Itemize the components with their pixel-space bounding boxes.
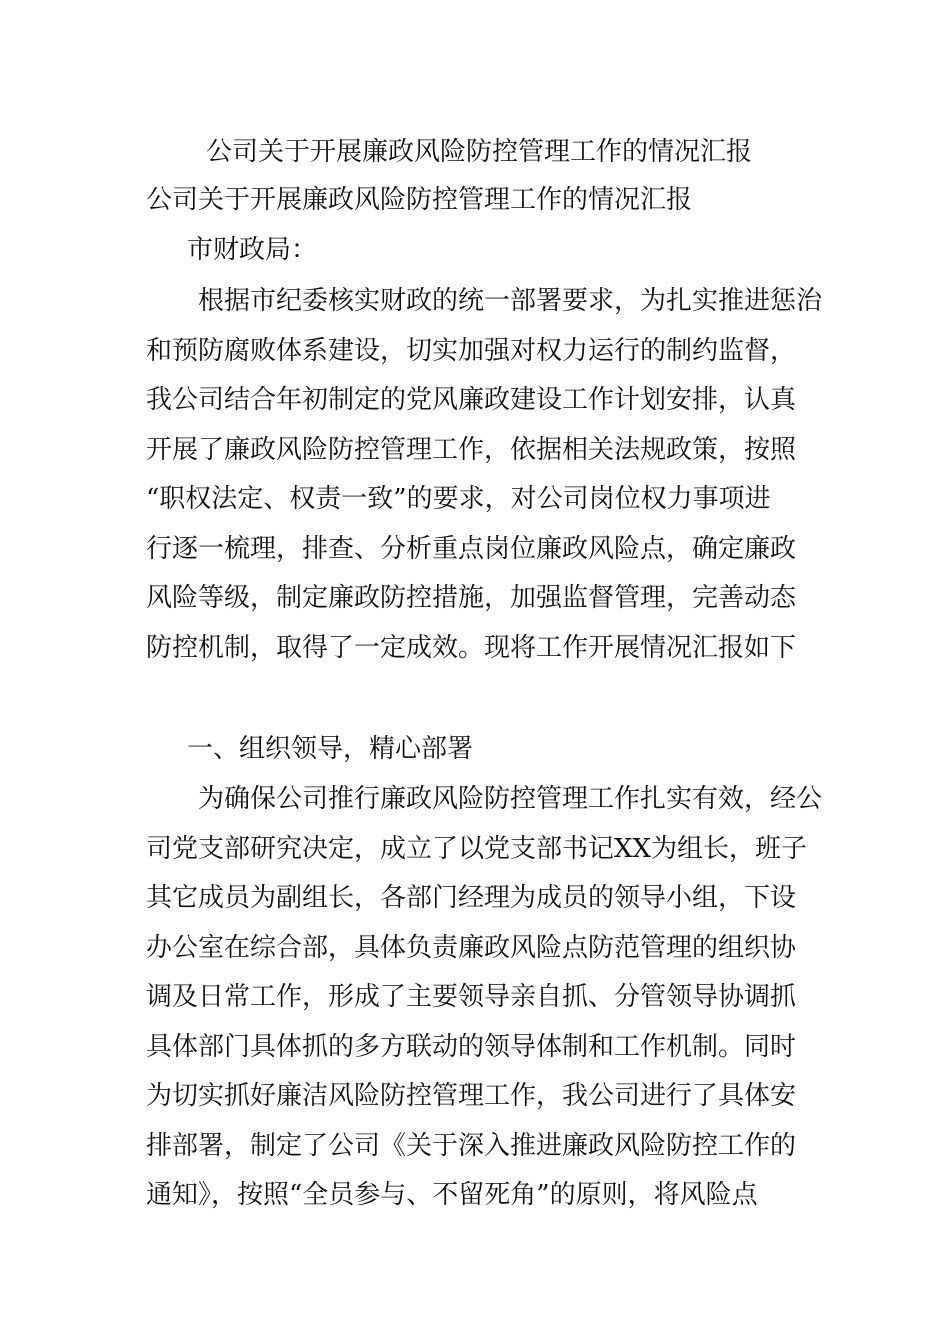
paragraph-line: 和预防腐败体系建设，切实加强对权力运行的制约监督， (146, 335, 797, 366)
section-heading: 一、组织领导，精心部署 (187, 734, 474, 764)
paragraph-line: “职权法定、权责一致”的要求，对公司岗位权力事项进 (146, 484, 771, 514)
paragraph-line: 通知》，按照“全员参与、不留死角”的原则，将风险点 (146, 1180, 758, 1210)
document-subtitle: 公司关于开展廉政风险防控管理工作的情况汇报 (146, 185, 693, 215)
paragraph-line: 我公司结合年初制定的党风廉政建设工作计划安排，认真 (146, 385, 797, 415)
paragraph-line: 排部署，制定了公司《关于深入推进廉政风险防控工作的 (146, 1130, 797, 1161)
paragraph-line: 行逐一梳理，排查、分析重点岗位廉政风险点，确定廉政 (146, 533, 797, 564)
salutation: 市财政局： (187, 235, 318, 265)
paragraph-line: 根据市纪委核实财政的统一部署要求，为扎实推进惩治 (146, 286, 823, 316)
section-paragraph (146, 775, 826, 1221)
paragraph-line: 风险等级，制定廉政防控措施，加强监督管理，完善动态 (146, 583, 797, 613)
paragraph-line: 其它成员为副组长，各部门经理为成员的领导小组，下设 (146, 883, 797, 913)
paragraph-line: 具体部门具体抓的多方联动的领导体制和工作机制。同时 (146, 1031, 797, 1062)
paragraph-line: 防控机制，取得了一定成效。现将工作开展情况汇报如下 (146, 632, 797, 663)
paragraph-line: 为确保公司推行廉政风险防控管理工作扎实有效，经公 (146, 784, 823, 814)
document-title: 公司关于开展廉政风险防控管理工作的情况汇报 (206, 137, 753, 167)
paragraph-line: 司党支部研究决定，成立了以党支部书记XX为组长，班子 (146, 833, 808, 864)
paragraph-line: 为切实抓好廉洁风险防控管理工作，我公司进行了具体安 (146, 1081, 797, 1111)
paragraph-line: 办公室在综合部，具体负责廉政风险点防范管理的组织协 (146, 932, 797, 963)
paragraph-line: 调及日常工作，形成了主要领导亲自抓、分管领导协调抓 (146, 982, 797, 1012)
intro-paragraph (146, 277, 826, 673)
paragraph-line: 开展了廉政风险防控管理工作，依据相关法规政策，按照 (146, 434, 797, 465)
